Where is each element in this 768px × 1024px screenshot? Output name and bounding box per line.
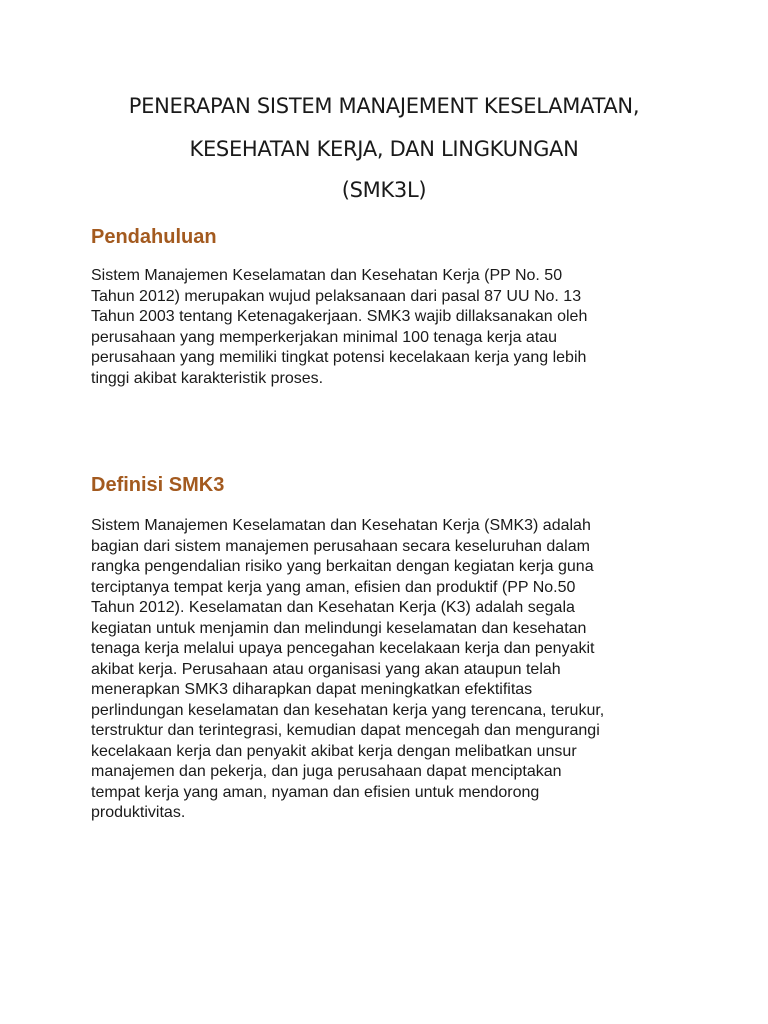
paragraph-line: perlindungan keselamatan dan kesehatan kerja yang terencana, terukur,: [91, 701, 605, 719]
document-title-line-1: PENERAPAN SISTEM MANAJEMENT KESELAMATAN,: [128, 94, 640, 118]
paragraph-line: Tahun 2003 tentang Ketenagakerjaan. SMK3 wajib dillaksanakan oleh: [91, 308, 588, 325]
paragraph-line: manajemen dan pekerja, dan juga perusahaan dapat menciptakan: [91, 763, 562, 780]
paragraph-line: tinggi akibat karakteristik proses.: [91, 369, 324, 387]
paragraph-line: Tahun 2012) merupakan wujud pelaksanaan dari pasal 87 UU No. 13: [91, 287, 582, 305]
paragraph-line: perusahaan yang memiliki tingkat potensi kecelakaan kerja yang lebih: [91, 349, 587, 366]
paragraph-line: produktivitas.: [91, 804, 186, 821]
document-title-line-3: (SMK3L): [341, 178, 427, 202]
section-paragraph-definisi-smk3: [91, 516, 711, 824]
paragraph-line: menerapkan SMK3 diharapkan dapat meningkatkan efektifitas: [91, 681, 533, 698]
section-heading-pendahuluan: Pendahuluan: [91, 226, 217, 248]
paragraph-line: tenaga kerja melalui upaya pencegahan kecelakaan kerja dan penyakit: [91, 640, 595, 657]
paragraph-line: Sistem Manajemen Keselamatan dan Kesehatan Kerja (PP No. 50: [91, 267, 563, 284]
paragraph-line: kegiatan untuk menjamin dan melindungi keselamatan dan kesehatan: [91, 619, 587, 637]
paragraph-line: akibat kerja. Perusahaan atau organisasi yang akan ataupun telah: [91, 660, 561, 678]
paragraph-line: perusahaan yang memperkerjakan minimal 100 tenaga kerja atau: [91, 328, 558, 346]
section-heading-definisi-smk3: Definisi SMK3: [91, 474, 225, 496]
document-title-line-2: KESEHATAN KERJA, DAN LINGKUNGAN: [189, 137, 579, 161]
paragraph-line: kecelakaan kerja dan penyakit akibat kerja dengan melibatkan unsur: [91, 742, 577, 760]
paragraph-line: terciptanya tempat kerja yang aman, efisien dan produktif (PP No.50: [91, 578, 576, 596]
paragraph-line: rangka pengendalian risiko yang berkaitan dengan kegiatan kerja guna: [91, 558, 594, 575]
paragraph-line: terstruktur dan terintegrasi, kemudian dapat mencegah dan mengurangi: [91, 722, 600, 739]
paragraph-line: bagian dari sistem manajemen perusahaan secara keseluruhan dalam: [91, 537, 590, 555]
paragraph-line: Sistem Manajemen Keselamatan dan Kesehatan Kerja (SMK3) adalah: [91, 517, 591, 534]
paragraph-line: Tahun 2012). Keselamatan dan Kesehatan Kerja (K3) adalah segala: [91, 599, 575, 616]
section-paragraph-pendahuluan: [91, 266, 711, 389]
paragraph-line: tempat kerja yang aman, nyaman dan efisien untuk mendorong: [91, 783, 540, 801]
